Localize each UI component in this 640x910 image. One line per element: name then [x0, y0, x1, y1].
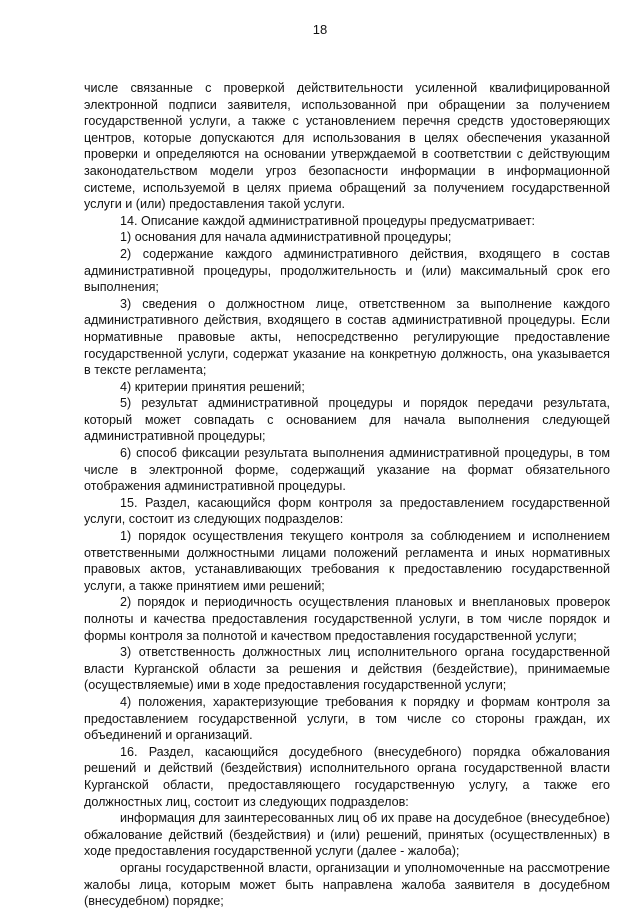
paragraph-15-item-3: 3) ответственность должностных лиц исполнительного органа государственной власти Курганской области за решения и действия (бездействие), принимаемые (осуществляемые) ими в ходе предоставления государственной услуги;: [84, 645, 610, 693]
paragraph-14-item-4: 4) критерии принятия решений;: [120, 379, 305, 394]
paragraph-14-item-5: 5) результат административной процедуры и порядок передачи результата, который может совпадать с основанием для начала выполнения следующей административной процедуры;: [84, 396, 610, 444]
paragraph-14-item-2: 2) содержание каждого административного действия, входящего в состав административной процедуры, продолжительность и (или) максимальный срок его выполнения;: [84, 246, 610, 295]
paragraph-14-item-3: 3) сведения о должностном лице, ответственном за выполнение каждого административного действия, входящего в состав административной процедуры. Если нормативные правовые акты, непосредственно регулирующие предоставление государственной услуги, содержат указание на конкретную должность, она указывается в тексте регламента;: [84, 296, 610, 378]
paragraph-15-item-2: 2) порядок и периодичность осуществления плановых и внеплановых проверок полноты и качества предоставления государственной услуги, в том числе порядок и формы контроля за полнотой и качеством предоставления государственной услуги;: [84, 595, 610, 643]
paragraph-section-15: 15. Раздел, касающийся форм контроля за предоставлением государственной услуги, состоит из следующих подразделов:: [84, 495, 610, 527]
page-number: 18: [312, 22, 328, 37]
paragraph-14-item-6: 6) способ фиксации результата выполнения административной процедуры, в том числе в электронной форме, содержащий указание на формат обязательного отображения административной процедуры.: [84, 446, 610, 494]
document-body: [84, 80, 610, 910]
paragraph-15-item-1: 1) порядок осуществления текущего контроля за соблюдением и исполнением ответственными должностными лицами положений регламента и иных нормативных правовых актов, устанавливающих требования к предоставлению государственной услуги, а также принятием ими решений;: [84, 529, 610, 593]
paragraph-14-item-1: 1) основания для начала административной процедуры;: [120, 230, 452, 245]
paragraph-16-item-bodies: органы государственной власти, организации и уполномоченные на рассмотрение жалобы лица, которым может быть направлена жалоба заявителя в досудебном (внесудебном) порядке;: [84, 860, 610, 909]
paragraph-section-16: 16. Раздел, касающийся досудебного (внесудебного) порядка обжалования решений и действий (бездействия) исполнительного органа государственной власти Курганской области, предоставляющего государственную услугу, а также его должностных лиц, состоит из следующих подразделов:: [84, 744, 610, 809]
paragraph-15-item-4: 4) положения, характеризующие требования к порядку и формам контроля за предоставлением государственной услуги, в том числе со стороны граждан, их объединений и организаций.: [84, 694, 610, 743]
paragraph-16-item-info: информация для заинтересованных лиц об их праве на досудебное (внесудебное) обжалование действий (бездействия) и (или) решений, принятых (осуществленных) в ходе предоставления государственной услуги (далее - жалоба);: [84, 811, 610, 859]
paragraph-section-14: 14. Описание каждой административной процедуры предусматривает:: [120, 213, 536, 228]
paragraph-continuation: числе связанные с проверкой действительности усиленной квалифицированной электронной подписи заявителя, использованной при обращении за получением государственной услуги, а также с установлением перечня средств удостоверяющих центров, которые допускаются для использования в целях обеспечения указанной проверки и определяются на основании утверждаемой в соответствии с действующим законодательством модели угроз безопасности информации в информационной системе, используемой в целях приема обращений за получением государственной услуги и (или) предоставления такой услуги.: [84, 81, 610, 212]
